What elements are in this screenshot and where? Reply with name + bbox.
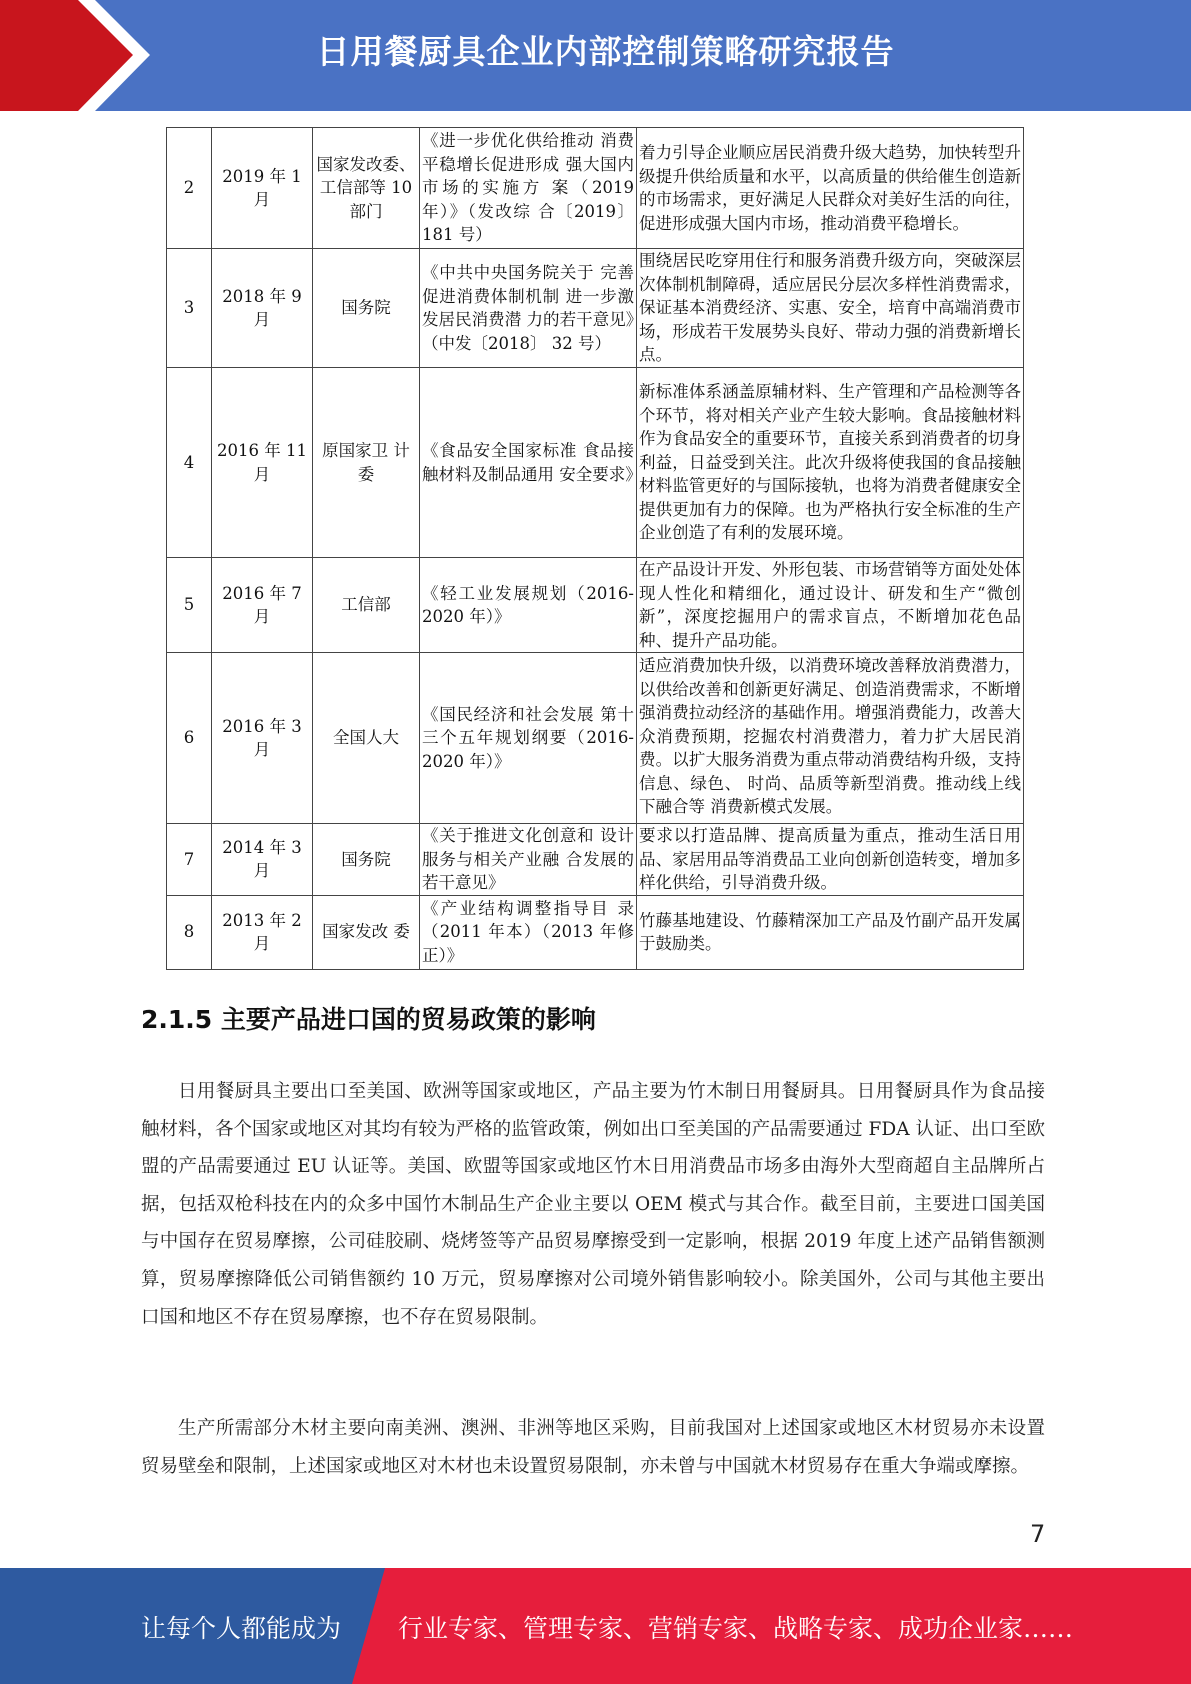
policy-document: 《进一步优化供给推动 消费平稳增长促进形成 强大国内市场的实施方 案（2019 年）》（发改综 合〔2019〕 181 号） (420, 128, 637, 249)
row-number: 6 (167, 653, 212, 824)
issue-date: 2016 年 7 月 (212, 558, 313, 653)
section-heading: 2.1.5 主要产品进口国的贸易政策的影响 (141, 1005, 596, 1034)
policy-content: 在产品设计开发、外形包装、市场营销等方面处处体现人性化和精细化，通过设计、研发和生产“微创新”，深度挖掘用户的需求盲点，不断增加花色品种、提升产品功能。 (637, 558, 1024, 653)
issuing-body: 国家发改 委 (313, 895, 420, 969)
row-number: 2 (167, 128, 212, 249)
issue-date: 2016 年 3 月 (212, 653, 313, 824)
row-number: 7 (167, 824, 212, 896)
document-title: 日用餐厨具企业内部控制策略研究报告 (316, 32, 895, 71)
row-number: 4 (167, 368, 212, 558)
table-row (167, 368, 1024, 558)
issue-date: 2019 年 1 月 (212, 128, 313, 249)
policy-table (166, 127, 1024, 970)
policy-document: 《轻工业发展规划（2016-2020 年）》 (420, 558, 637, 653)
issuing-body: 国务院 (313, 249, 420, 368)
table-row (167, 249, 1024, 368)
table-row (167, 653, 1024, 824)
policy-document: 《中共中央国务院关于 完善促进消费体制机制 进一步激发居民消费潜 力的若干意见》（中发〔2018〕 32 号） (420, 249, 637, 368)
issuing-body: 原国家卫 计委 (313, 368, 420, 558)
policy-content: 着力引导企业顺应居民消费升级大趋势，加快转型升级提升供给质量和水平，以高质量的供给催生创造新的市场需求，更好满足人民群众对美好生活的向往，促进形成强大国内市场，推动消费平稳增长。 (637, 128, 1024, 249)
policy-document: 《食品安全国家标准 食品接触材料及制品通用 安全要求》 (420, 368, 637, 558)
policy-content: 新标准体系涵盖原辅材料、生产管理和产品检测等各个环节，将对相关产业产生较大影响。食品接触材料作为食品安全的重要环节，直接关系到消费者的切身利益，日益受到关注。此次升级将使我国的食品接触材料监管更好的与国际接轨，也将为消费者健康安全提供更加有力的保障。也为严格执行安全标准的生产企业创造了有利的发展环境。 (637, 368, 1024, 558)
issue-date: 2016 年 11 月 (212, 368, 313, 558)
issuing-body: 工信部 (313, 558, 420, 653)
row-number: 3 (167, 249, 212, 368)
table-row (167, 558, 1024, 653)
footer-slogan-right: 行业专家、管理专家、营销专家、战略专家、成功企业家…… (398, 1614, 1074, 1643)
page-number: 7 (1030, 1520, 1046, 1548)
policy-document: 《产业结构调整指导目 录（2011 年本）（2013 年修正）》 (420, 895, 637, 969)
table-row (167, 895, 1024, 969)
page-header (0, 0, 1191, 111)
issuing-body: 国家发改委、工信部等 10 部门 (313, 128, 420, 249)
issue-date: 2013 年 2 月 (212, 895, 313, 969)
page-footer (0, 1568, 1191, 1684)
issue-date: 2014 年 3 月 (212, 824, 313, 896)
body-paragraph: 日用餐厨具主要出口至美国、欧洲等国家或地区，产品主要为竹木制日用餐厨具。日用餐厨具作为食品接触材料，各个国家或地区对其均有较为严格的监管政策，例如出口至美国的产品需要通过 FDA 认证、出口至欧盟的产品需要通过 EU 认证等。美国、欧盟等国家或地区竹木日用消费品市场多由海外大型商超自主品牌所占据，包括双枪科技在内的众多中国竹木制品生产企业主要以 OEM 模式与其合作。截至目前，主要进口国美国与中国存在贸易摩擦，公司硅胶刷、烧烤签等产品贸易摩擦受到一定影响，根据 2019 年度上述产品销售额测算，贸易摩擦降低公司销售额约 10 万元，贸易摩擦对公司境外销售影响较小。除美国外，公司与其他主要出口国和地区不存在贸易摩擦，也不存在贸易限制。 (141, 1081, 1045, 1328)
policy-document: 《国民经济和社会发展 第十三个五年规划纲要（2016-2020 年）》 (420, 653, 637, 824)
policy-content: 要求以打造品牌、提高质量为重点，推动生活日用品、家居用品等消费品工业向创新创造转变，增加多样化供给，引导消费升级。 (637, 824, 1024, 896)
row-number: 8 (167, 895, 212, 969)
table-row (167, 824, 1024, 896)
policy-content (637, 653, 1024, 824)
row-number: 5 (167, 558, 212, 653)
policy-content-text: 适应消费加快升级，以消费环境改善释放消费潜力，以供给改善和创新更好满足、创造消费需求，不断增强消费拉动经济的基础作用。增强消费能力，改善大众消费预期，挖掘农村消费潜力，着力扩大居民消费。以扩大服务消费为重点带动消费结构升级，支持信息、绿色、 时尚、品质等新型消费。推动线上线下融合等 消费新模式发展。 (639, 656, 1021, 816)
body-paragraph: 生产所需部分木材主要向南美洲、澳洲、非洲等地区采购，目前我国对上述国家或地区木材贸易亦未设置贸易壁垒和限制，上述国家或地区对木材也未设置贸易限制，亦未曾与中国就木材贸易存在重大争端或摩擦。 (141, 1418, 1045, 1477)
table-row (167, 128, 1024, 249)
policy-content: 围绕居民吃穿用住行和服务消费升级方向，突破深层次体制机制障碍，适应居民分层次多样性消费需求，保证基本消费经济、实惠、安全，培育中高端消费市场，形成若干发展势头良好、带动力强的消费新增长点。 (637, 249, 1024, 368)
issuing-body: 国务院 (313, 824, 420, 896)
footer-slogan-left: 让每个人都能成为 (141, 1614, 342, 1643)
policy-document: 《关于推进文化创意和 设计服务与相关产业融 合发展的若干意见》 (420, 824, 637, 896)
issuing-body: 全国人大 (313, 653, 420, 824)
policy-content: 竹藤基地建设、竹藤精深加工产品及竹副产品开发属于鼓励类。 (637, 895, 1024, 969)
issue-date: 2018 年 9 月 (212, 249, 313, 368)
